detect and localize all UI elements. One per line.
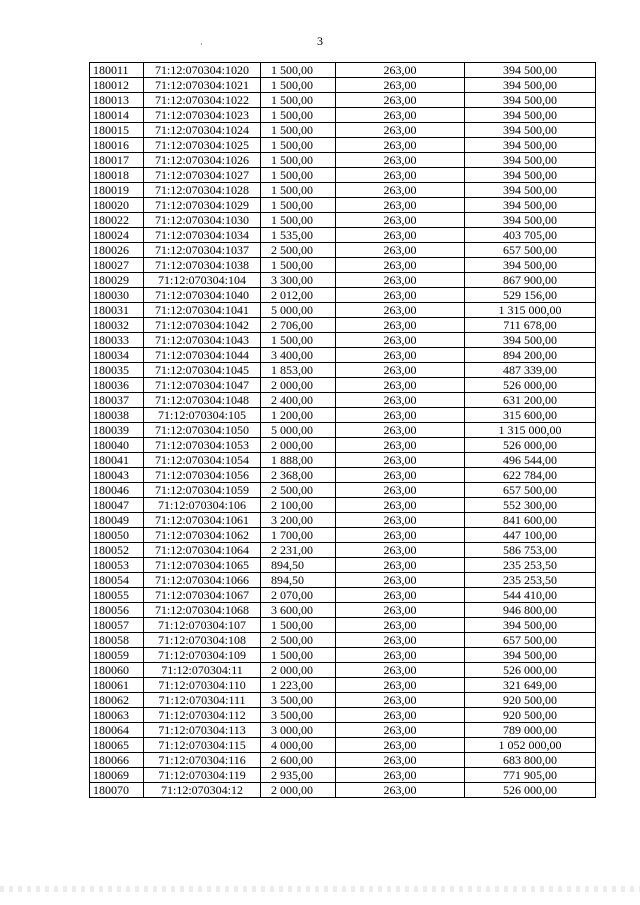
total-cell: 1 315 000,00 — [465, 423, 596, 438]
cadastral-number-cell: 71:12:070304:1021 — [144, 78, 261, 93]
rate-cell: 263,00 — [336, 168, 465, 183]
rate-cell: 263,00 — [336, 783, 465, 798]
table-row — [90, 348, 596, 363]
total-cell: 394 500,00 — [465, 258, 596, 273]
rate-cell: 263,00 — [336, 693, 465, 708]
total-cell: 1 315 000,00 — [465, 303, 596, 318]
cadastral-number-cell: 71:12:070304:1056 — [144, 468, 261, 483]
total-cell: 622 784,00 — [465, 468, 596, 483]
area-cell: 2 000,00 — [261, 378, 336, 393]
plot-id-cell: 180019 — [90, 183, 144, 198]
table-row — [90, 393, 596, 408]
area-cell: 2 000,00 — [261, 438, 336, 453]
rate-cell: 263,00 — [336, 288, 465, 303]
plot-id-cell: 180066 — [90, 753, 144, 768]
plot-id-cell: 180055 — [90, 588, 144, 603]
area-cell: 1 500,00 — [261, 258, 336, 273]
table-row — [90, 228, 596, 243]
table-row — [90, 318, 596, 333]
plot-id-cell: 180012 — [90, 78, 144, 93]
cadastral-number-cell: 71:12:070304:104 — [144, 273, 261, 288]
plot-id-cell: 180039 — [90, 423, 144, 438]
area-cell: 2 500,00 — [261, 633, 336, 648]
table-row — [90, 108, 596, 123]
cadastral-number-cell: 71:12:070304:106 — [144, 498, 261, 513]
table-row — [90, 588, 596, 603]
area-cell: 2 100,00 — [261, 498, 336, 513]
table-row — [90, 408, 596, 423]
area-cell: 3 200,00 — [261, 513, 336, 528]
cadastral-number-cell: 71:12:070304:1062 — [144, 528, 261, 543]
area-cell: 2 368,00 — [261, 468, 336, 483]
table-row — [90, 483, 596, 498]
plot-id-cell: 180041 — [90, 453, 144, 468]
rate-cell: 263,00 — [336, 363, 465, 378]
total-cell: 321 649,00 — [465, 678, 596, 693]
cadastral-number-cell: 71:12:070304:1066 — [144, 573, 261, 588]
area-cell: 3 600,00 — [261, 603, 336, 618]
area-cell: 2 000,00 — [261, 783, 336, 798]
table-row — [90, 783, 596, 798]
rate-cell: 263,00 — [336, 93, 465, 108]
cadastral-number-cell: 71:12:070304:1022 — [144, 93, 261, 108]
rate-cell: 263,00 — [336, 78, 465, 93]
plot-id-cell: 180058 — [90, 633, 144, 648]
cadastral-number-cell: 71:12:070304:1041 — [144, 303, 261, 318]
cadastral-number-cell: 71:12:070304:116 — [144, 753, 261, 768]
rate-cell: 263,00 — [336, 528, 465, 543]
total-cell: 394 500,00 — [465, 183, 596, 198]
plot-id-cell: 180036 — [90, 378, 144, 393]
rate-cell: 263,00 — [336, 708, 465, 723]
plot-id-cell: 180014 — [90, 108, 144, 123]
plot-id-cell: 180047 — [90, 498, 144, 513]
rate-cell: 263,00 — [336, 498, 465, 513]
cadastral-number-cell: 71:12:070304:119 — [144, 768, 261, 783]
total-cell: 526 000,00 — [465, 378, 596, 393]
rate-cell: 263,00 — [336, 633, 465, 648]
plot-id-cell: 180017 — [90, 153, 144, 168]
plot-id-cell: 180035 — [90, 363, 144, 378]
rate-cell: 263,00 — [336, 603, 465, 618]
rate-cell: 263,00 — [336, 303, 465, 318]
total-cell: 403 705,00 — [465, 228, 596, 243]
table-row — [90, 288, 596, 303]
rate-cell: 263,00 — [336, 438, 465, 453]
plot-id-cell: 180069 — [90, 768, 144, 783]
table-row — [90, 603, 596, 618]
plot-id-cell: 180046 — [90, 483, 144, 498]
rate-cell: 263,00 — [336, 618, 465, 633]
cadastral-number-cell: 71:12:070304:1042 — [144, 318, 261, 333]
area-cell: 1 500,00 — [261, 183, 336, 198]
total-cell: 394 500,00 — [465, 213, 596, 228]
area-cell: 2 706,00 — [261, 318, 336, 333]
plot-id-cell: 180057 — [90, 618, 144, 633]
rate-cell: 263,00 — [336, 483, 465, 498]
table-row — [90, 378, 596, 393]
rate-cell: 263,00 — [336, 333, 465, 348]
area-cell: 894,50 — [261, 573, 336, 588]
area-cell: 2 231,00 — [261, 543, 336, 558]
cadastral-number-cell: 71:12:070304:1061 — [144, 513, 261, 528]
rate-cell: 263,00 — [336, 213, 465, 228]
area-cell: 1 500,00 — [261, 123, 336, 138]
cadastral-number-cell: 71:12:070304:1030 — [144, 213, 261, 228]
land-plot-table — [89, 62, 596, 798]
rate-cell: 263,00 — [336, 108, 465, 123]
table-row — [90, 558, 596, 573]
table-row — [90, 468, 596, 483]
rate-cell: 263,00 — [336, 273, 465, 288]
total-cell: 526 000,00 — [465, 438, 596, 453]
cadastral-number-cell: 71:12:070304:1068 — [144, 603, 261, 618]
table-row — [90, 258, 596, 273]
scan-footer-noise — [0, 886, 640, 892]
plot-id-cell: 180018 — [90, 168, 144, 183]
total-cell: 394 500,00 — [465, 108, 596, 123]
plot-id-cell: 180011 — [90, 63, 144, 78]
area-cell: 5 000,00 — [261, 423, 336, 438]
rate-cell: 263,00 — [336, 588, 465, 603]
cadastral-number-cell: 71:12:070304:1044 — [144, 348, 261, 363]
plot-id-cell: 180054 — [90, 573, 144, 588]
area-cell: 2 070,00 — [261, 588, 336, 603]
page-number: 3 — [317, 34, 323, 48]
total-cell: 394 500,00 — [465, 138, 596, 153]
total-cell: 841 600,00 — [465, 513, 596, 528]
area-cell: 1 853,00 — [261, 363, 336, 378]
plot-id-cell: 180032 — [90, 318, 144, 333]
rate-cell: 263,00 — [336, 138, 465, 153]
area-cell: 1 500,00 — [261, 198, 336, 213]
cadastral-number-cell: 71:12:070304:105 — [144, 408, 261, 423]
area-cell: 3 300,00 — [261, 273, 336, 288]
area-cell: 1 700,00 — [261, 528, 336, 543]
cadastral-number-cell: 71:12:070304:108 — [144, 633, 261, 648]
rate-cell: 263,00 — [336, 513, 465, 528]
total-cell: 657 500,00 — [465, 243, 596, 258]
cadastral-number-cell: 71:12:070304:1059 — [144, 483, 261, 498]
cadastral-number-cell: 71:12:070304:1027 — [144, 168, 261, 183]
rate-cell: 263,00 — [336, 663, 465, 678]
total-cell: 315 600,00 — [465, 408, 596, 423]
cadastral-number-cell: 71:12:070304:110 — [144, 678, 261, 693]
cadastral-number-cell: 71:12:070304:1064 — [144, 543, 261, 558]
table-row — [90, 768, 596, 783]
cadastral-number-cell: 71:12:070304:115 — [144, 738, 261, 753]
total-cell: 487 339,00 — [465, 363, 596, 378]
table-row — [90, 333, 596, 348]
rate-cell: 263,00 — [336, 753, 465, 768]
rate-cell: 263,00 — [336, 183, 465, 198]
total-cell: 496 544,00 — [465, 453, 596, 468]
plot-id-cell: 180043 — [90, 468, 144, 483]
rate-cell: 263,00 — [336, 738, 465, 753]
table-row — [90, 513, 596, 528]
area-cell: 1 500,00 — [261, 168, 336, 183]
plot-id-cell: 180024 — [90, 228, 144, 243]
table-row — [90, 618, 596, 633]
rate-cell: 263,00 — [336, 543, 465, 558]
cadastral-number-cell: 71:12:070304:109 — [144, 648, 261, 663]
rate-cell: 263,00 — [336, 423, 465, 438]
area-cell: 1 500,00 — [261, 108, 336, 123]
rate-cell: 263,00 — [336, 228, 465, 243]
rate-cell: 263,00 — [336, 558, 465, 573]
rate-cell: 263,00 — [336, 573, 465, 588]
table-row — [90, 438, 596, 453]
total-cell: 394 500,00 — [465, 333, 596, 348]
table-row — [90, 183, 596, 198]
total-cell: 526 000,00 — [465, 663, 596, 678]
cadastral-number-cell: 71:12:070304:1020 — [144, 63, 261, 78]
rate-cell: 263,00 — [336, 153, 465, 168]
total-cell: 946 800,00 — [465, 603, 596, 618]
total-cell: 586 753,00 — [465, 543, 596, 558]
total-cell: 394 500,00 — [465, 123, 596, 138]
area-cell: 894,50 — [261, 558, 336, 573]
plot-id-cell: 180015 — [90, 123, 144, 138]
plot-id-cell: 180063 — [90, 708, 144, 723]
plot-id-cell: 180027 — [90, 258, 144, 273]
table-row — [90, 633, 596, 648]
total-cell: 394 500,00 — [465, 63, 596, 78]
table-body — [90, 63, 596, 798]
plot-id-cell: 180016 — [90, 138, 144, 153]
rate-cell: 263,00 — [336, 408, 465, 423]
cadastral-number-cell: 71:12:070304:1038 — [144, 258, 261, 273]
area-cell: 1 500,00 — [261, 153, 336, 168]
total-cell: 529 156,00 — [465, 288, 596, 303]
total-cell: 771 905,00 — [465, 768, 596, 783]
plot-id-cell: 180022 — [90, 213, 144, 228]
plot-id-cell: 180060 — [90, 663, 144, 678]
total-cell: 683 800,00 — [465, 753, 596, 768]
total-cell: 235 253,50 — [465, 573, 596, 588]
rate-cell: 263,00 — [336, 453, 465, 468]
cadastral-number-cell: 71:12:070304:1043 — [144, 333, 261, 348]
total-cell: 394 500,00 — [465, 93, 596, 108]
area-cell: 3 400,00 — [261, 348, 336, 363]
area-cell: 2 500,00 — [261, 243, 336, 258]
total-cell: 657 500,00 — [465, 633, 596, 648]
cadastral-number-cell: 71:12:070304:1053 — [144, 438, 261, 453]
cadastral-number-cell: 71:12:070304:1040 — [144, 288, 261, 303]
plot-id-cell: 180062 — [90, 693, 144, 708]
area-cell: 1 500,00 — [261, 63, 336, 78]
total-cell: 894 200,00 — [465, 348, 596, 363]
total-cell: 526 000,00 — [465, 783, 596, 798]
table-row — [90, 243, 596, 258]
plot-id-cell: 180065 — [90, 738, 144, 753]
rate-cell: 263,00 — [336, 318, 465, 333]
total-cell: 867 900,00 — [465, 273, 596, 288]
rate-cell: 263,00 — [336, 243, 465, 258]
cadastral-number-cell: 71:12:070304:107 — [144, 618, 261, 633]
plot-id-cell: 180020 — [90, 198, 144, 213]
plot-id-cell: 180037 — [90, 393, 144, 408]
table-row — [90, 93, 596, 108]
total-cell: 394 500,00 — [465, 168, 596, 183]
area-cell: 1 223,00 — [261, 678, 336, 693]
total-cell: 711 678,00 — [465, 318, 596, 333]
area-cell: 1 200,00 — [261, 408, 336, 423]
table-row — [90, 753, 596, 768]
plot-id-cell: 180050 — [90, 528, 144, 543]
cadastral-number-cell: 71:12:070304:1026 — [144, 153, 261, 168]
area-cell: 1 500,00 — [261, 333, 336, 348]
area-cell: 2 012,00 — [261, 288, 336, 303]
cadastral-number-cell: 71:12:070304:112 — [144, 708, 261, 723]
total-cell: 447 100,00 — [465, 528, 596, 543]
area-cell: 3 500,00 — [261, 693, 336, 708]
rate-cell: 263,00 — [336, 198, 465, 213]
plot-id-cell: 180053 — [90, 558, 144, 573]
total-cell: 789 000,00 — [465, 723, 596, 738]
total-cell: 394 500,00 — [465, 198, 596, 213]
plot-id-cell: 180026 — [90, 243, 144, 258]
cadastral-number-cell: 71:12:070304:111 — [144, 693, 261, 708]
area-cell: 1 500,00 — [261, 138, 336, 153]
rate-cell: 263,00 — [336, 393, 465, 408]
cadastral-number-cell: 71:12:070304:1050 — [144, 423, 261, 438]
table-row — [90, 708, 596, 723]
total-cell: 552 300,00 — [465, 498, 596, 513]
area-cell: 1 888,00 — [261, 453, 336, 468]
plot-id-cell: 180070 — [90, 783, 144, 798]
plot-id-cell: 180029 — [90, 273, 144, 288]
total-cell: 544 410,00 — [465, 588, 596, 603]
plot-id-cell: 180033 — [90, 333, 144, 348]
cadastral-number-cell: 71:12:070304:1065 — [144, 558, 261, 573]
table-row — [90, 723, 596, 738]
total-cell: 631 200,00 — [465, 393, 596, 408]
area-cell: 2 935,00 — [261, 768, 336, 783]
plot-id-cell: 180013 — [90, 93, 144, 108]
table-row — [90, 498, 596, 513]
area-cell: 1 500,00 — [261, 93, 336, 108]
table-row — [90, 213, 596, 228]
plot-id-cell: 180049 — [90, 513, 144, 528]
plot-id-cell: 180040 — [90, 438, 144, 453]
table-row — [90, 153, 596, 168]
cadastral-number-cell: 71:12:070304:1045 — [144, 363, 261, 378]
plot-id-cell: 180052 — [90, 543, 144, 558]
area-cell: 2 600,00 — [261, 753, 336, 768]
table-row — [90, 303, 596, 318]
cadastral-number-cell: 71:12:070304:1048 — [144, 393, 261, 408]
area-cell: 1 500,00 — [261, 648, 336, 663]
table-row — [90, 663, 596, 678]
area-cell: 2 400,00 — [261, 393, 336, 408]
rate-cell: 263,00 — [336, 678, 465, 693]
cadastral-number-cell: 71:12:070304:1025 — [144, 138, 261, 153]
rate-cell: 263,00 — [336, 378, 465, 393]
total-cell: 657 500,00 — [465, 483, 596, 498]
cadastral-number-cell: 71:12:070304:1034 — [144, 228, 261, 243]
total-cell: 235 253,50 — [465, 558, 596, 573]
total-cell: 394 500,00 — [465, 618, 596, 633]
total-cell: 394 500,00 — [465, 78, 596, 93]
cadastral-number-cell: 71:12:070304:1023 — [144, 108, 261, 123]
cadastral-number-cell: 71:12:070304:1067 — [144, 588, 261, 603]
area-cell: 4 000,00 — [261, 738, 336, 753]
area-cell: 1 500,00 — [261, 78, 336, 93]
table-row — [90, 363, 596, 378]
cadastral-number-cell: 71:12:070304:1054 — [144, 453, 261, 468]
table-row — [90, 453, 596, 468]
table-row — [90, 123, 596, 138]
table-row — [90, 678, 596, 693]
rate-cell: 263,00 — [336, 768, 465, 783]
cadastral-number-cell: 71:12:070304:1024 — [144, 123, 261, 138]
total-cell: 394 500,00 — [465, 153, 596, 168]
table-row — [90, 573, 596, 588]
table-row — [90, 693, 596, 708]
total-cell: 920 500,00 — [465, 708, 596, 723]
table-row — [90, 78, 596, 93]
table-row — [90, 528, 596, 543]
plot-id-cell: 180038 — [90, 408, 144, 423]
table-row — [90, 198, 596, 213]
area-cell: 1 535,00 — [261, 228, 336, 243]
plot-id-cell: 180030 — [90, 288, 144, 303]
plot-id-cell: 180034 — [90, 348, 144, 363]
table-row — [90, 543, 596, 558]
rate-cell: 263,00 — [336, 468, 465, 483]
plot-id-cell: 180056 — [90, 603, 144, 618]
rate-cell: 263,00 — [336, 723, 465, 738]
area-cell: 3 000,00 — [261, 723, 336, 738]
cadastral-number-cell: 71:12:070304:1028 — [144, 183, 261, 198]
plot-id-cell: 180061 — [90, 678, 144, 693]
cadastral-number-cell: 71:12:070304:1037 — [144, 243, 261, 258]
table-row — [90, 138, 596, 153]
total-cell: 920 500,00 — [465, 693, 596, 708]
plot-id-cell: 180064 — [90, 723, 144, 738]
table-row — [90, 168, 596, 183]
rate-cell: 263,00 — [336, 123, 465, 138]
area-cell: 1 500,00 — [261, 618, 336, 633]
area-cell: 3 500,00 — [261, 708, 336, 723]
rate-cell: 263,00 — [336, 63, 465, 78]
cadastral-number-cell: 71:12:070304:1047 — [144, 378, 261, 393]
scan-speck: · — [200, 40, 203, 49]
cadastral-number-cell: 71:12:070304:1029 — [144, 198, 261, 213]
total-cell: 394 500,00 — [465, 648, 596, 663]
cadastral-number-cell: 71:12:070304:113 — [144, 723, 261, 738]
table-row — [90, 63, 596, 78]
area-cell: 2 500,00 — [261, 483, 336, 498]
table-row — [90, 423, 596, 438]
table-row — [90, 273, 596, 288]
plot-id-cell: 180031 — [90, 303, 144, 318]
area-cell: 2 000,00 — [261, 663, 336, 678]
rate-cell: 263,00 — [336, 348, 465, 363]
plot-id-cell: 180059 — [90, 648, 144, 663]
area-cell: 5 000,00 — [261, 303, 336, 318]
total-cell: 1 052 000,00 — [465, 738, 596, 753]
cadastral-number-cell: 71:12:070304:11 — [144, 663, 261, 678]
rate-cell: 263,00 — [336, 258, 465, 273]
rate-cell: 263,00 — [336, 648, 465, 663]
table-row — [90, 648, 596, 663]
table-row — [90, 738, 596, 753]
cadastral-number-cell: 71:12:070304:12 — [144, 783, 261, 798]
area-cell: 1 500,00 — [261, 213, 336, 228]
